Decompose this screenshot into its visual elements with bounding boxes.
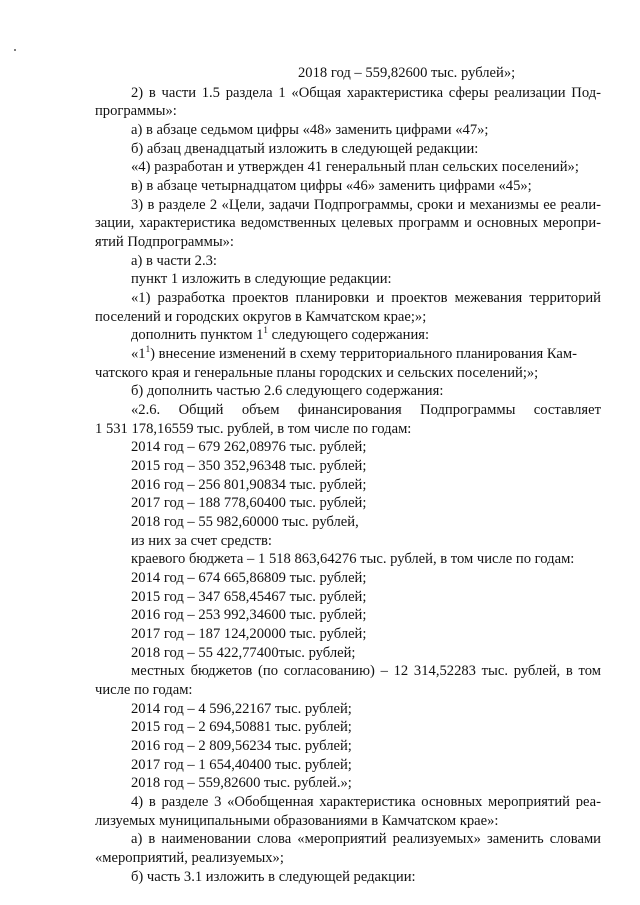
- text-line: 2014 год – 679 262,08976 тыс. рублей;: [131, 439, 367, 455]
- text-line: поселений и городских округов в Камчатском крае;»;: [95, 309, 427, 325]
- text-line: местных бюджетов (по согласованию) – 12 314,52283 тыс. рублей, в том: [131, 663, 601, 679]
- text-line: 2018 год – 559,82600 тыс. рублей.»;: [131, 775, 352, 791]
- text-fragment: Подпрограммы: [420, 402, 516, 418]
- text-fragment: «1: [131, 346, 146, 362]
- text-line: 2015 год – 2 694,50881 тыс. рублей;: [131, 719, 352, 735]
- text-line: а) в наименовании слова «мероприятий реализуемых» заменить словами: [131, 831, 601, 847]
- text-line: б) абзац двенадцатый изложить в следующей редакции:: [131, 141, 479, 157]
- text-fragment: Общий: [178, 402, 224, 418]
- text-fragment: финансирования: [297, 402, 402, 418]
- text-line: краевого бюджета – 1 518 863,64276 тыс. рублей, в том числе по годам:: [131, 551, 575, 567]
- text-line: [131, 345, 601, 364]
- text-line: чатского края и генеральные планы городских и сельских поселений;»;: [95, 365, 539, 381]
- text-line: 2014 год – 674 665,86809 тыс. рублей;: [131, 570, 367, 586]
- text-line: 2018 год – 55 982,60000 тыс. рублей,: [131, 514, 359, 530]
- text-line: ятий Подпрограммы»:: [95, 234, 234, 250]
- text-line: б) дополнить частью 2.6 следующего содержания:: [131, 383, 444, 399]
- text-line: а) в части 2.3:: [131, 253, 217, 269]
- text-line: 2015 год – 347 658,45467 тыс. рублей;: [131, 589, 367, 605]
- scan-speck: [14, 49, 16, 51]
- text-line: 2018 год – 55 422,77400тыс. рублей;: [131, 645, 356, 661]
- text-line: 2017 год – 187 124,20000 тыс. рублей;: [131, 626, 367, 642]
- text-line: «4) разработан и утвержден 41 генеральный план сельских поселений»;: [131, 159, 579, 175]
- text-line: пункт 1 изложить в следующие редакции:: [131, 271, 392, 287]
- text-line: 4) в разделе 3 «Обобщенная характеристика основных мероприятий реа-: [131, 794, 601, 810]
- text-line: числе по годам:: [95, 682, 193, 698]
- text-fragment: составляет: [533, 402, 601, 418]
- text-line: программы»:: [95, 103, 177, 119]
- text-line: 2018 год – 559,82600 тыс. рублей»;: [298, 65, 516, 81]
- text-line: 2017 год – 188 778,60400 тыс. рублей;: [131, 495, 367, 511]
- text-line: зации, характеристика ведомственных целевых программ и основных меропри-: [95, 215, 601, 231]
- text-fragment: ) внесение изменений в схему территориального планирования Кам-: [150, 346, 578, 362]
- text-line: 2016 год – 2 809,56234 тыс. рублей;: [131, 738, 352, 754]
- text-line: 1 531 178,16559 тыс. рублей, в том числе по годам:: [95, 421, 412, 437]
- text-fragment: [131, 345, 577, 364]
- text-fragment: «2.6.: [131, 402, 161, 418]
- text-line: 2016 год – 256 801,90834 тыс. рублей;: [131, 477, 367, 493]
- text-line: лизуемых муниципальными образованиями в Камчатском крае»:: [95, 813, 499, 829]
- text-line: 2) в части 1.5 раздела 1 «Общая характеристика сферы реализации Под-: [131, 85, 601, 101]
- text-line: [131, 326, 640, 345]
- text-line: 2015 год – 350 352,96348 тыс. рублей;: [131, 458, 367, 474]
- superscript: 1: [145, 344, 151, 355]
- text-fragment: следующего содержания:: [271, 327, 430, 343]
- text-fragment: дополнить пунктом 1: [131, 327, 264, 343]
- text-line: 3) в разделе 2 «Цели, задачи Подпрограммы, сроки и механизмы ее реали-: [131, 197, 601, 213]
- superscript: 1: [263, 325, 268, 336]
- text-line: из них за счет средств:: [131, 533, 272, 549]
- text-line: б) часть 3.1 изложить в следующей редакции:: [131, 869, 416, 885]
- text-line: «1) разработка проектов планировки и проектов межевания территорий: [131, 290, 601, 306]
- text-fragment: объем: [241, 402, 280, 418]
- text-line: 2017 год – 1 654,40400 тыс. рублей;: [131, 757, 352, 773]
- text-line: 2016 год – 253 992,34600 тыс. рублей;: [131, 607, 367, 623]
- text-line: «мероприятий, реализуемых»;: [95, 850, 284, 866]
- text-line: в) в абзаце четырнадцатом цифры «46» заменить цифрами «45»;: [131, 178, 532, 194]
- text-line: [131, 401, 601, 420]
- text-line: а) в абзаце седьмом цифры «48» заменить цифрами «47»;: [131, 122, 489, 138]
- text-line: 2014 год – 4 596,22167 тыс. рублей;: [131, 701, 352, 717]
